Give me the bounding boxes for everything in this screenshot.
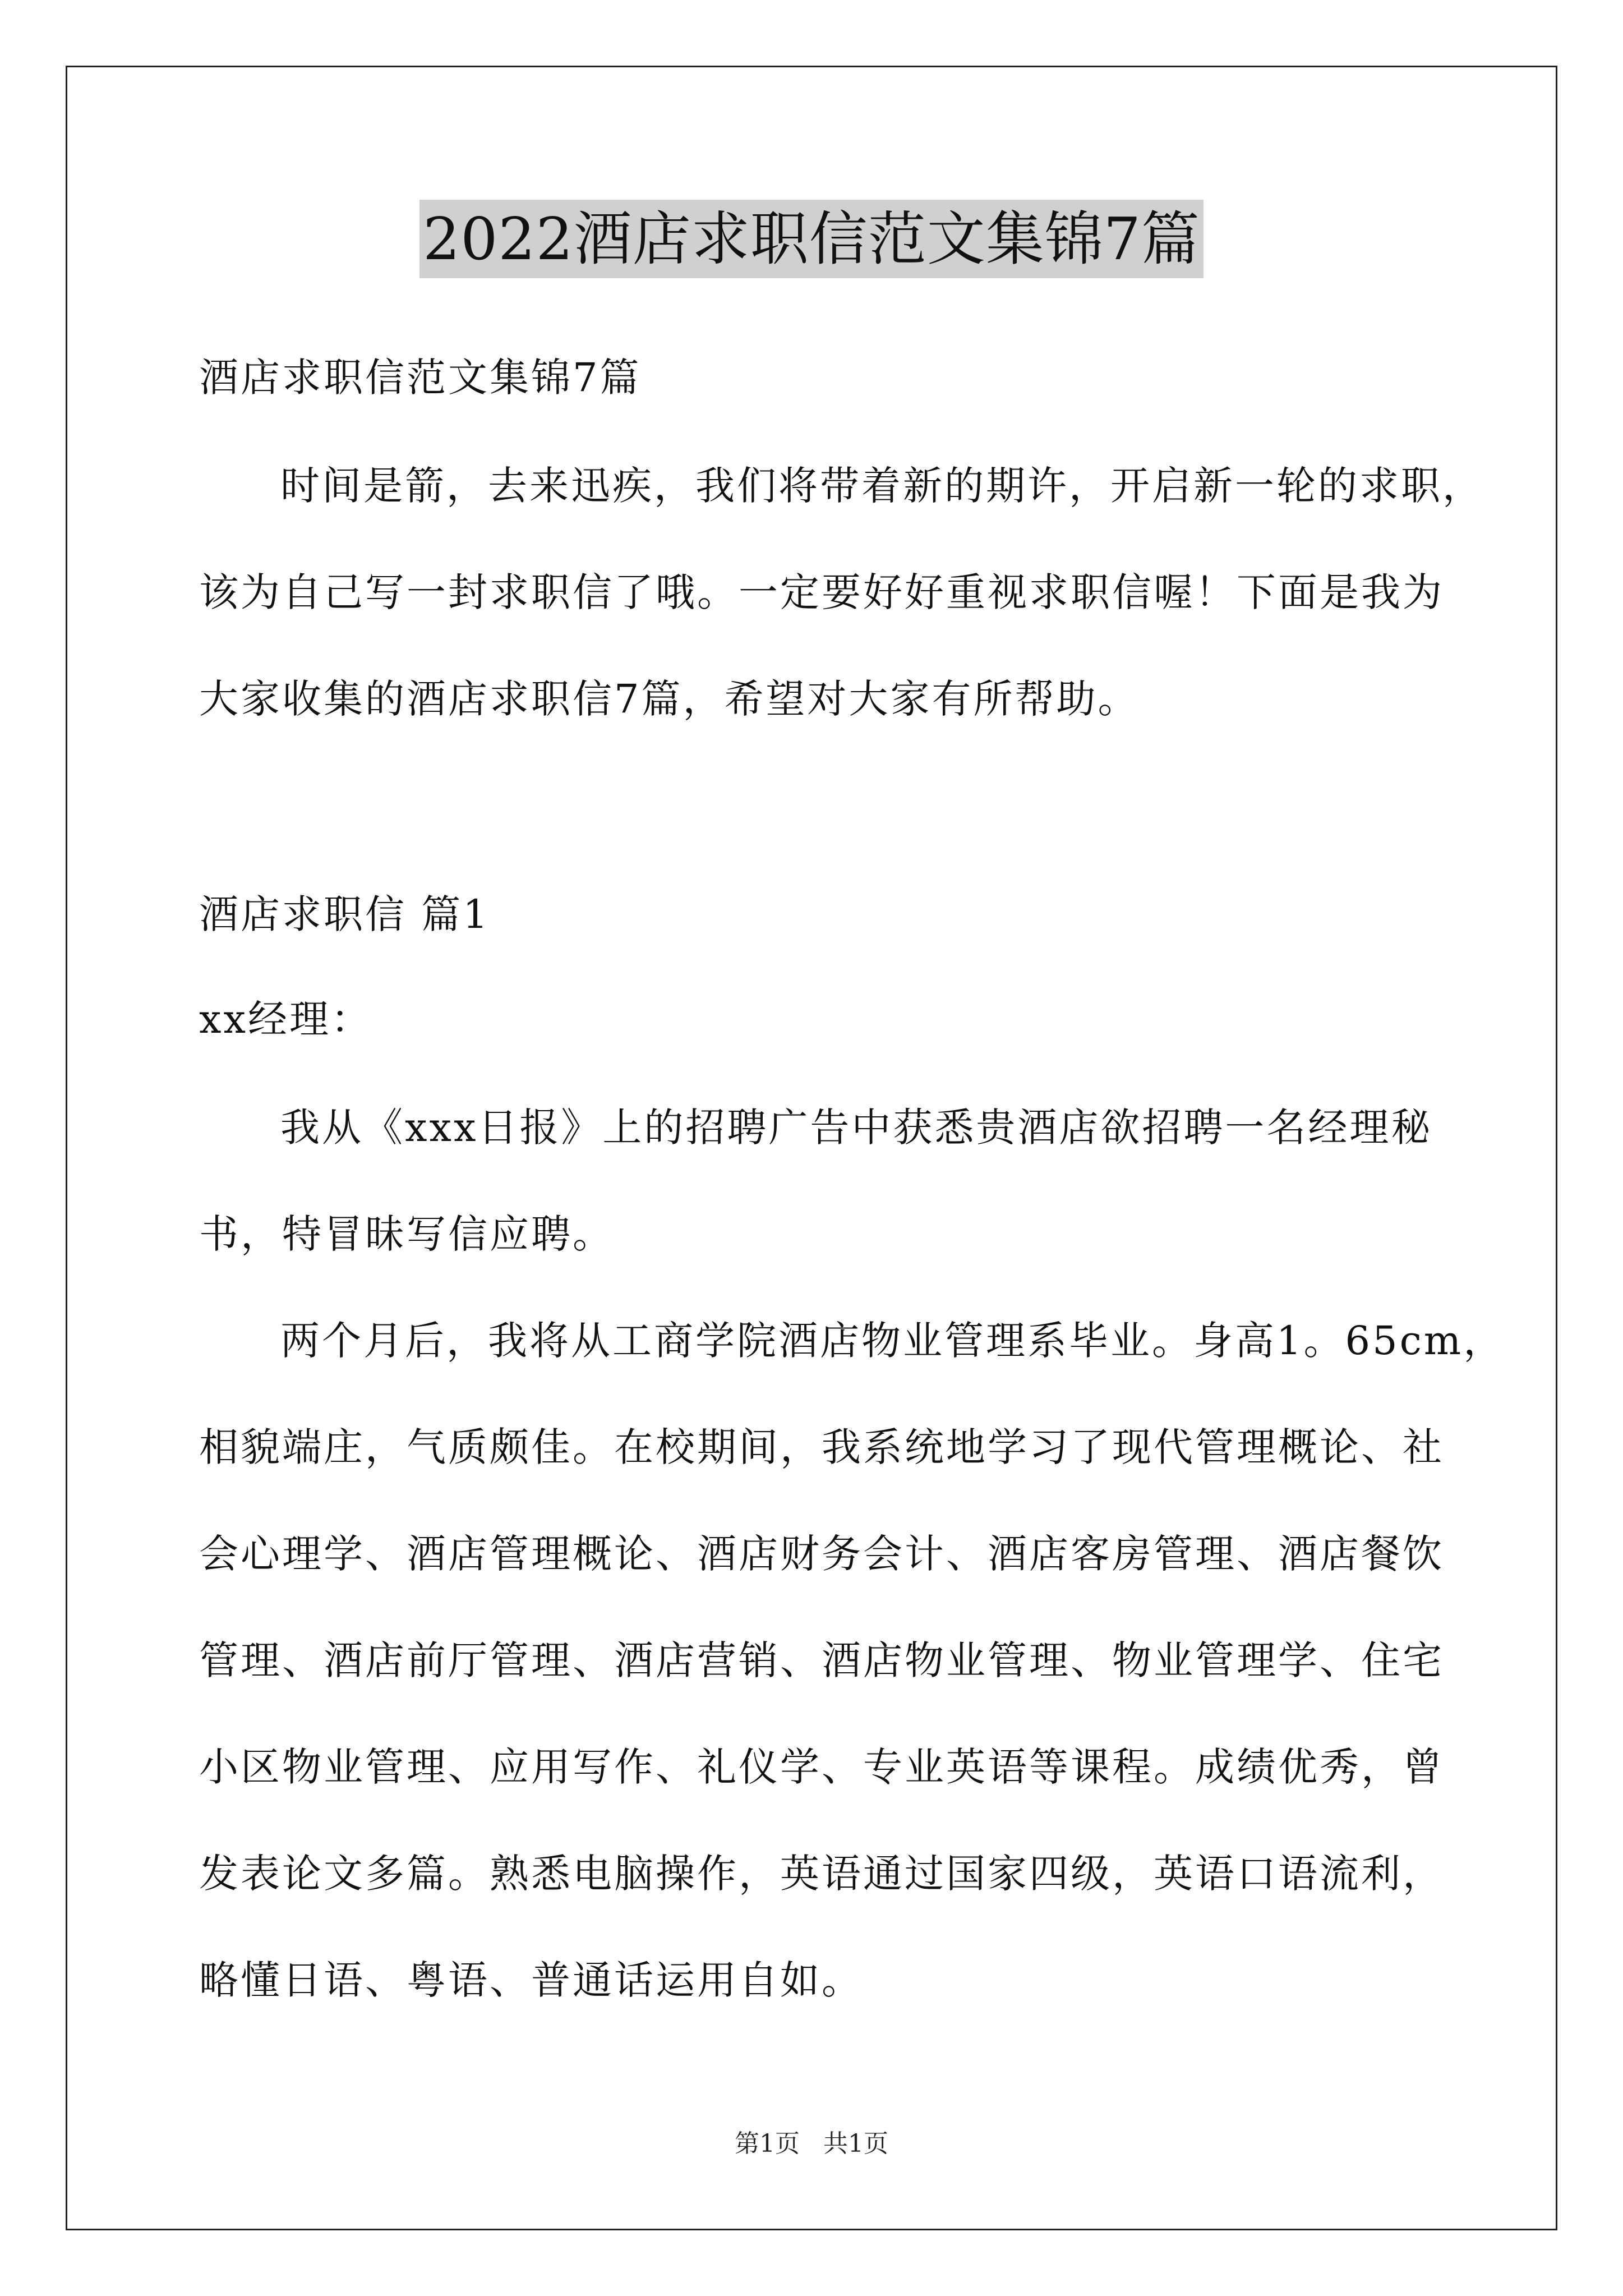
salutation: xx经理：: [199, 996, 372, 1042]
paragraph-2-line-5: 小区物业管理、应用写作、礼仪学、专业英语等课程。成绩优秀，曾: [199, 1744, 1444, 1790]
intro-line-1: 时间是箭，去来迅疾，我们将带着新的期许，开启新一轮的求职，: [280, 463, 1484, 509]
intro-line-3: 大家收集的酒店求职信7篇，希望对大家有所帮助。: [199, 676, 1140, 722]
section-heading: 酒店求职信 篇1: [199, 891, 490, 937]
paragraph-2-line-7: 略懂日语、粤语、普通话运用自如。: [199, 1957, 863, 2003]
paragraph-1-line-1: 我从《xxx日报》上的招聘广告中获悉贵酒店欲招聘一名经理秘: [280, 1105, 1433, 1151]
paragraph-2-line-6: 发表论文多篇。熟悉电脑操作，英语通过国家四级，英语口语流利，: [199, 1851, 1444, 1897]
page-number: 第1页: [735, 2129, 800, 2158]
paragraph-2-line-3: 会心理学、酒店管理概论、酒店财务会计、酒店客房管理、酒店餐饮: [199, 1531, 1444, 1577]
page-footer: [0, 2127, 1623, 2161]
paragraph-1-line-2: 书，特冒昧写信应聘。: [199, 1211, 614, 1257]
page-total: 共1页: [823, 2129, 888, 2158]
paragraph-2-line-4: 管理、酒店前厅管理、酒店营销、酒店物业管理、物业管理学、住宅: [199, 1637, 1444, 1683]
paragraph-2-line-1: 两个月后，我将从工商学院酒店物业管理系毕业。身高1。65cm，: [280, 1318, 1505, 1364]
intro-line-2: 该为自己写一封求职信了哦。一定要好好重视求职信喔！下面是我为: [199, 569, 1444, 615]
paragraph-2-line-2: 相貌端庄，气质颇佳。在校期间，我系统地学习了现代管理概论、社: [199, 1424, 1444, 1470]
document-title: 2022酒店求职信范文集锦7篇: [419, 200, 1204, 278]
title-container: [0, 200, 1623, 278]
document-subtitle: 酒店求职信范文集锦7篇: [199, 355, 642, 401]
